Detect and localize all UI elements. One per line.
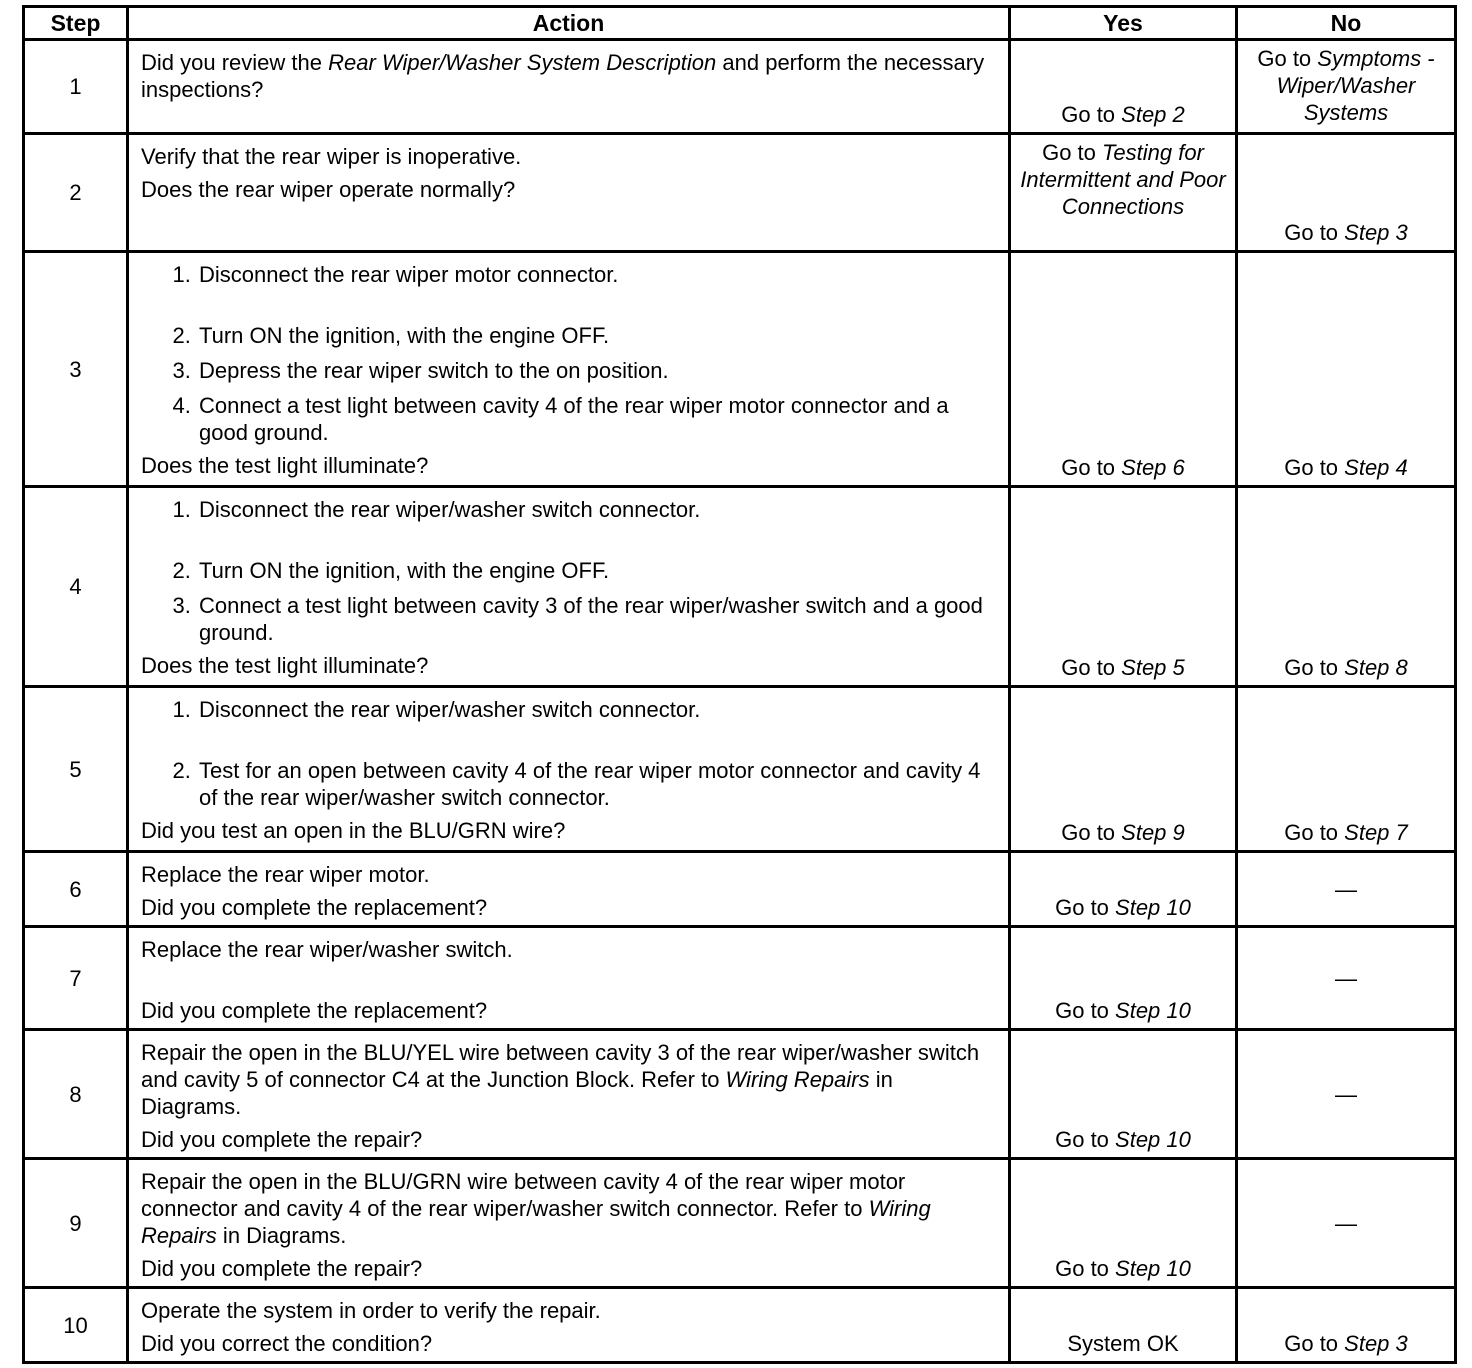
no-cell xyxy=(1237,927,1456,1030)
action-question: Does the test light illuminate? xyxy=(141,453,429,478)
no-cell xyxy=(1237,852,1456,927)
procedure-item: 1. Disconnect the rear wiper/washer switch connector. xyxy=(197,696,994,723)
action-text: Verify that the rear wiper is inoperative. xyxy=(141,144,522,169)
procedure-item: 4. Connect a test light between cavity 4 of the rear wiper motor connector and a good ground. xyxy=(197,392,994,446)
no-cell xyxy=(1237,134,1456,252)
table-row xyxy=(24,487,1456,687)
yes-cell xyxy=(1010,1288,1237,1363)
no-goto-label: Go to xyxy=(1284,1331,1345,1356)
yes-cell xyxy=(1010,687,1237,852)
procedure-item: 2. Turn ON the ignition, with the engine OFF. xyxy=(197,557,994,584)
yes-goto-target: Step 6 xyxy=(1121,455,1185,480)
no-cell xyxy=(1237,40,1456,134)
action-cell xyxy=(128,1030,1010,1159)
yes-cell xyxy=(1010,1030,1237,1159)
no-cell xyxy=(1237,252,1456,487)
action-text: and perform the necessary inspections? xyxy=(141,50,985,102)
yes-goto-label: Go to xyxy=(1061,455,1122,480)
header-action: Action xyxy=(128,7,1010,40)
no-goto-target: Step 4 xyxy=(1344,455,1408,480)
procedure-list xyxy=(141,496,994,646)
no-cell xyxy=(1237,1288,1456,1363)
action-cell xyxy=(128,1288,1010,1363)
action-cell xyxy=(128,252,1010,487)
action-cell xyxy=(128,40,1010,134)
yes-goto-label: Go to xyxy=(1055,1256,1116,1281)
no-goto-target: Step 8 xyxy=(1344,655,1408,680)
procedure-list xyxy=(141,261,994,446)
action-reference: Wiring Repairs xyxy=(141,1196,931,1248)
procedure-item: 1. Disconnect the rear wiper/washer switch connector. xyxy=(197,496,994,523)
no-dash: — xyxy=(1335,965,1357,991)
yes-goto-label: Go to xyxy=(1055,998,1116,1023)
step-number: 9 xyxy=(24,1159,128,1288)
action-cell xyxy=(128,487,1010,687)
yes-goto-label: Go to xyxy=(1055,895,1116,920)
table-row xyxy=(24,852,1456,927)
table-row xyxy=(24,1288,1456,1363)
yes-goto-label: Go to xyxy=(1042,140,1102,165)
table-row xyxy=(24,40,1456,134)
table-row xyxy=(24,687,1456,852)
step-number: 7 xyxy=(24,927,128,1030)
action-text: Replace the rear wiper motor. xyxy=(141,862,430,887)
action-reference: Rear Wiper/Washer System Description xyxy=(328,50,717,75)
action-cell xyxy=(128,134,1010,252)
step-number: 1 xyxy=(24,40,128,134)
action-text: in Diagrams. xyxy=(141,1067,893,1119)
header-yes: Yes xyxy=(1010,7,1237,40)
action-reference: Wiring Repairs xyxy=(725,1067,870,1092)
no-goto-target: Symptoms - Wiper/Washer Systems xyxy=(1276,46,1435,125)
step-number: 3 xyxy=(24,252,128,487)
action-question: Does the rear wiper operate normally? xyxy=(141,177,516,202)
action-text: Did you review the xyxy=(141,50,329,75)
no-cell xyxy=(1237,1159,1456,1288)
no-goto-target: Step 3 xyxy=(1344,220,1408,245)
action-text: in Diagrams. xyxy=(216,1223,347,1248)
procedure-item: 3. Depress the rear wiper switch to the on position. xyxy=(197,357,994,384)
table-row xyxy=(24,927,1456,1030)
yes-goto-target: Step 10 xyxy=(1115,1256,1191,1281)
yes-result: System OK xyxy=(1067,1331,1179,1356)
no-dash: — xyxy=(1335,876,1357,902)
action-question: Did you test an open in the BLU/GRN wire? xyxy=(141,818,566,843)
header-row xyxy=(24,7,1456,40)
yes-cell xyxy=(1010,40,1237,134)
action-text: Repair the open in the BLU/YEL wire between cavity 3 of the rear wiper/washer switch and cavity 5 of connector C4 at the Junction Block. Refer to xyxy=(141,1040,980,1092)
action-question: Did you complete the replacement? xyxy=(141,895,488,920)
step-number: 8 xyxy=(24,1030,128,1159)
step-number: 2 xyxy=(24,134,128,252)
action-question: Did you complete the repair? xyxy=(141,1127,423,1152)
step-number: 5 xyxy=(24,687,128,852)
yes-cell xyxy=(1010,252,1237,487)
no-cell xyxy=(1237,487,1456,687)
no-goto-label: Go to xyxy=(1257,46,1318,71)
yes-goto-label: Go to xyxy=(1061,820,1122,845)
procedure-item: 2. Turn ON the ignition, with the engine OFF. xyxy=(197,322,994,349)
yes-cell xyxy=(1010,134,1237,252)
no-goto-target: Step 7 xyxy=(1344,820,1408,845)
yes-goto-label: Go to xyxy=(1055,1127,1116,1152)
yes-goto-target: Testing for Intermittent and Poor Connections xyxy=(1020,140,1226,219)
no-cell xyxy=(1237,687,1456,852)
action-question: Did you complete the replacement? xyxy=(141,998,488,1023)
table-row xyxy=(24,1030,1456,1159)
yes-goto-label: Go to xyxy=(1061,102,1122,127)
table-row xyxy=(24,252,1456,487)
no-dash: — xyxy=(1335,1081,1357,1107)
no-goto-label: Go to xyxy=(1284,820,1345,845)
procedure-item: 2. Test for an open between cavity 4 of the rear wiper motor connector and cavity 4 of the rear wiper/washer switch connector. xyxy=(197,757,994,811)
table-row xyxy=(24,1159,1456,1288)
yes-goto-target: Step 10 xyxy=(1115,895,1191,920)
no-dash: — xyxy=(1335,1210,1357,1236)
table-row xyxy=(24,134,1456,252)
no-goto-label: Go to xyxy=(1284,220,1345,245)
procedure-item: 3. Connect a test light between cavity 3 of the rear wiper/washer switch and a good ground. xyxy=(197,592,994,646)
diagnostic-table xyxy=(22,5,1457,1364)
yes-goto-target: Step 10 xyxy=(1115,998,1191,1023)
yes-cell xyxy=(1010,927,1237,1030)
header-no: No xyxy=(1237,7,1456,40)
action-question: Did you complete the repair? xyxy=(141,1256,423,1281)
yes-goto-target: Step 10 xyxy=(1115,1127,1191,1152)
no-goto-target: Step 3 xyxy=(1344,1331,1408,1356)
yes-goto-target: Step 2 xyxy=(1121,102,1185,127)
step-number: 4 xyxy=(24,487,128,687)
no-goto-label: Go to xyxy=(1284,655,1345,680)
yes-goto-target: Step 9 xyxy=(1121,820,1185,845)
yes-cell xyxy=(1010,487,1237,687)
no-goto-label: Go to xyxy=(1284,455,1345,480)
action-text: Repair the open in the BLU/GRN wire between cavity 4 of the rear wiper motor connector and cavity 4 of the rear wiper/washer switch connector. Refer to xyxy=(141,1169,906,1221)
action-cell xyxy=(128,1159,1010,1288)
action-text: Replace the rear wiper/washer switch. xyxy=(141,937,513,962)
yes-cell xyxy=(1010,1159,1237,1288)
action-cell xyxy=(128,852,1010,927)
action-question: Does the test light illuminate? xyxy=(141,653,429,678)
step-number: 10 xyxy=(24,1288,128,1363)
header-step: Step xyxy=(24,7,128,40)
yes-cell xyxy=(1010,852,1237,927)
procedure-list xyxy=(141,696,994,811)
no-cell xyxy=(1237,1030,1456,1159)
procedure-item: 1. Disconnect the rear wiper motor connector. xyxy=(197,261,994,288)
yes-goto-target: Step 5 xyxy=(1121,655,1185,680)
step-number: 6 xyxy=(24,852,128,927)
yes-goto-label: Go to xyxy=(1061,655,1122,680)
action-text: Operate the system in order to verify the repair. xyxy=(141,1298,601,1323)
action-cell xyxy=(128,927,1010,1030)
action-paragraph xyxy=(141,1168,994,1249)
action-paragraph xyxy=(141,1039,994,1120)
action-question: Did you correct the condition? xyxy=(141,1331,433,1356)
action-cell xyxy=(128,687,1010,852)
